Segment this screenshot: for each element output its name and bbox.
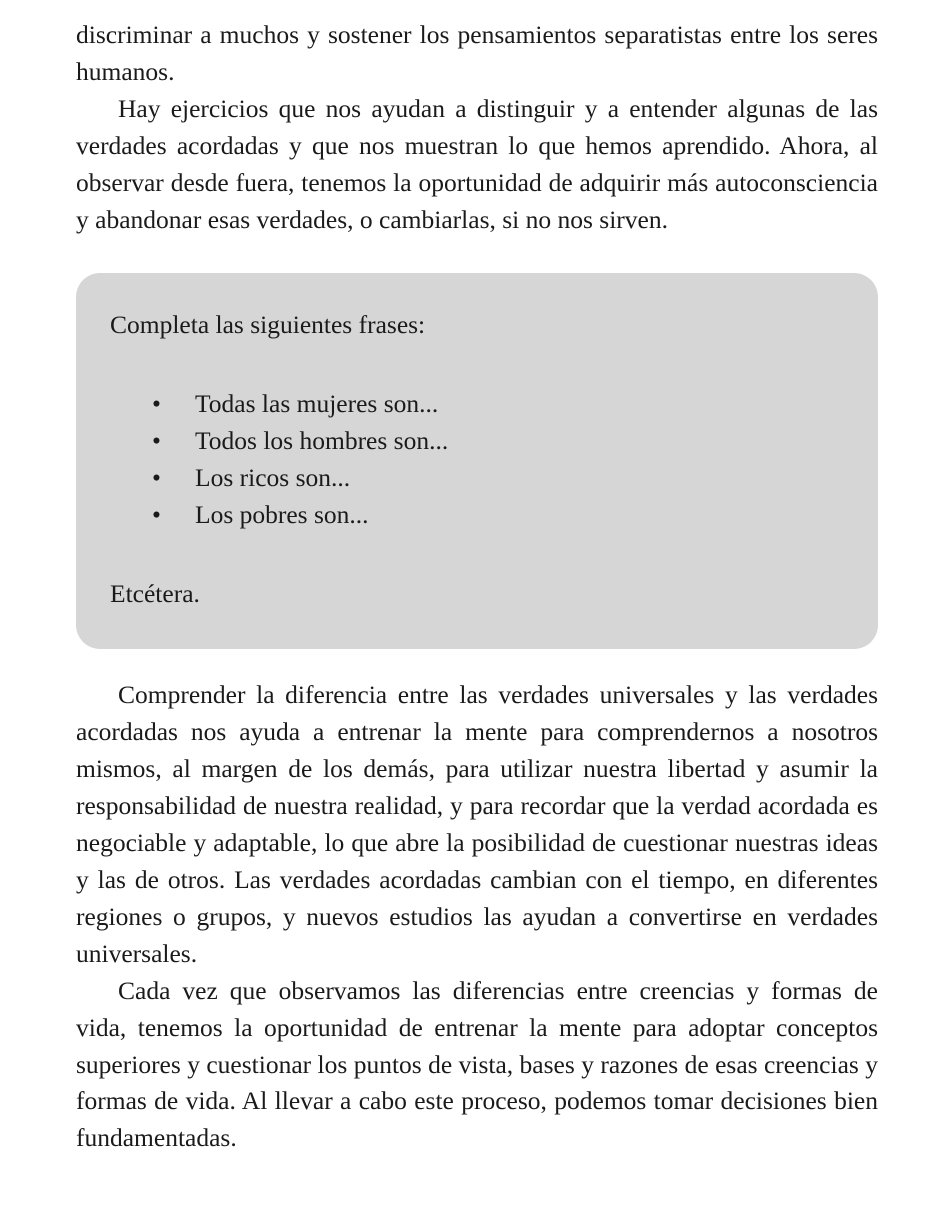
bullet-icon: •: [152, 389, 161, 419]
book-page: [76, 0, 878, 1157]
list-item-text: Los ricos son...: [195, 463, 351, 493]
exercise-outro: Etcétera.: [110, 579, 200, 609]
paragraph-3: Comprender la diferencia entre las verdades universales y las verdades acordadas nos ayuda a entrenar la mente para comprendernos a nosotros mismos, al margen de los demás, para utilizar nuestra libertad y asumir la responsabilidad de nuestra realidad, y para recordar que la verdad acordada es negociable y adaptable, lo que abre la posibilidad de cuestionar nuestras ideas y las de otros. Las verdades acordadas cambian con el tiempo, en diferentes regiones o grupos, y nuevos estudios las ayudan a convertirse en verdades universales.: [76, 680, 878, 968]
bullet-icon: •: [152, 463, 161, 493]
paragraph-1: discriminar a muchos y sostener los pensamientos separatistas entre los seres humanos.: [76, 20, 878, 86]
list-item-text: Todos los hombres son...: [195, 426, 449, 456]
bullet-icon: •: [152, 426, 161, 456]
exercise-list: [110, 385, 844, 533]
list-item: [110, 496, 844, 533]
list-item-text: Todas las mujeres son...: [195, 389, 439, 419]
exercise-box: [76, 273, 878, 649]
bullet-icon: •: [152, 500, 161, 530]
paragraph-2: Hay ejercicios que nos ayudan a distinguir y a entender algunas de las verdades acordadas y que nos muestran lo que hemos aprendido. Ahora, al observar desde fuera, tenemos la oportunidad de adquirir más autoconsciencia y abandonar esas verdades, o cambiarlas, si no nos sirven.: [76, 93, 878, 234]
exercise-intro: Completa las siguientes frases:: [110, 310, 426, 340]
list-item: [110, 385, 844, 422]
list-item: [110, 459, 844, 496]
list-item: [110, 422, 844, 459]
paragraph-4: Cada vez que observamos las diferencias entre creencias y formas de vida, tenemos la oportunidad de entrenar la mente para adoptar conceptos superiores y cuestionar los puntos de vista, bases y razones de esas creencias y formas de vida. Al llevar a cabo este proceso, podemos tomar decisiones bien fundamentadas.: [76, 975, 878, 1153]
list-item-text: Los pobres son...: [195, 500, 369, 530]
